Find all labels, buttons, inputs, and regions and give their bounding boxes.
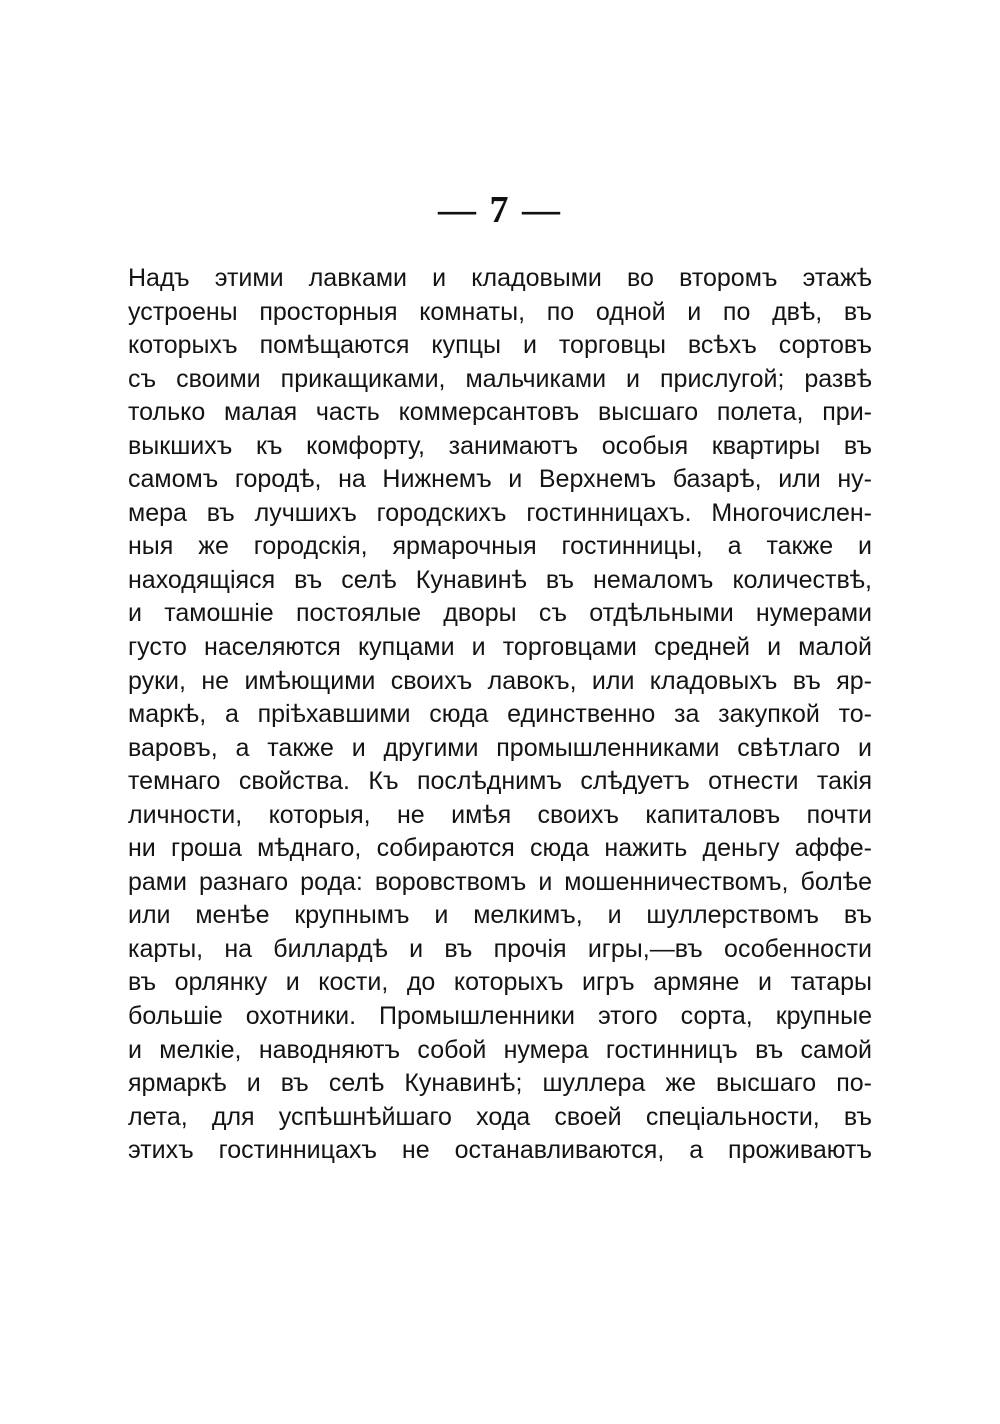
text-line: мера въ лучшихъ городскихъ гостинницахъ. Многочислен- <box>128 498 872 527</box>
body-text <box>128 262 872 1168</box>
text-line: большіе охотники. Промышленники этого сорта, крупные <box>128 1002 872 1031</box>
text-line: рами разнаго рода: воровствомъ и мошенничествомъ, болѣе <box>128 867 872 896</box>
page-number: — 7 — <box>438 189 562 231</box>
text-line: самомъ городѣ, на Нижнемъ и Верхнемъ базарѣ, или ну- <box>128 465 872 494</box>
text-line: маркѣ, а пріѣхавшими сюда единственно за закупкой то- <box>128 700 872 729</box>
text-line: лета, для успѣшнѣйшаго хода своей спеціальности, въ <box>128 1102 872 1131</box>
text-line: ни гроша мѣднаго, собираются сюда нажить деньгу аффе- <box>128 834 872 863</box>
text-line: которыхъ помѣщаются купцы и торговцы всѣхъ сортовъ <box>128 331 872 360</box>
text-line: въ орлянку и кости, до которыхъ игръ армяне и татары <box>128 968 872 997</box>
text-line: варовъ, а также и другими промышленниками свѣтлаго и <box>128 733 872 762</box>
text-line: находящіяся въ селѣ Кунавинѣ въ немаломъ количествѣ, <box>128 565 872 594</box>
text-line: руки, не имѣющими своихъ лавокъ, или кладовыхъ въ яр- <box>128 666 872 695</box>
text-line: личности, которыя, не имѣя своихъ капиталовъ почти <box>128 800 872 829</box>
text-line: или менѣе крупнымъ и мелкимъ, и шуллерствомъ въ <box>128 901 872 930</box>
text-line: устроены просторныя комнаты, по одной и по двѣ, въ <box>128 297 872 326</box>
text-line: ныя же городскія, ярмарочныя гостинницы, а также и <box>128 532 872 561</box>
text-line: и мелкіе, наводняютъ собой нумера гостинницъ въ самой <box>128 1035 872 1064</box>
text-line: карты, на биллардѣ и въ прочія игры,—въ особенности <box>128 934 872 963</box>
text-line: темнаго свойства. Къ послѣднимъ слѣдуетъ отнести такія <box>128 767 872 796</box>
text-line: съ своими прикащиками, мальчиками и прислугой; развѣ <box>128 364 872 393</box>
text-line: выкшихъ къ комфорту, занимаютъ особыя квартиры въ <box>128 431 872 460</box>
text-line: только малая часть коммерсантовъ высшаго полета, при- <box>128 398 872 427</box>
text-line: этихъ гостинницахъ не останавливаются, а проживаютъ <box>128 1136 872 1165</box>
text-line: густо населяются купцами и торговцами средней и малой <box>128 633 872 662</box>
text-line: ярмаркѣ и въ селѣ Кунавинѣ; шуллера же высшаго по- <box>128 1069 872 1098</box>
text-line: Надъ этими лавками и кладовыми во второмъ этажѣ <box>128 264 872 292</box>
text-line: и тамошніе постоялые дворы съ отдѣльными нумерами <box>128 599 872 628</box>
